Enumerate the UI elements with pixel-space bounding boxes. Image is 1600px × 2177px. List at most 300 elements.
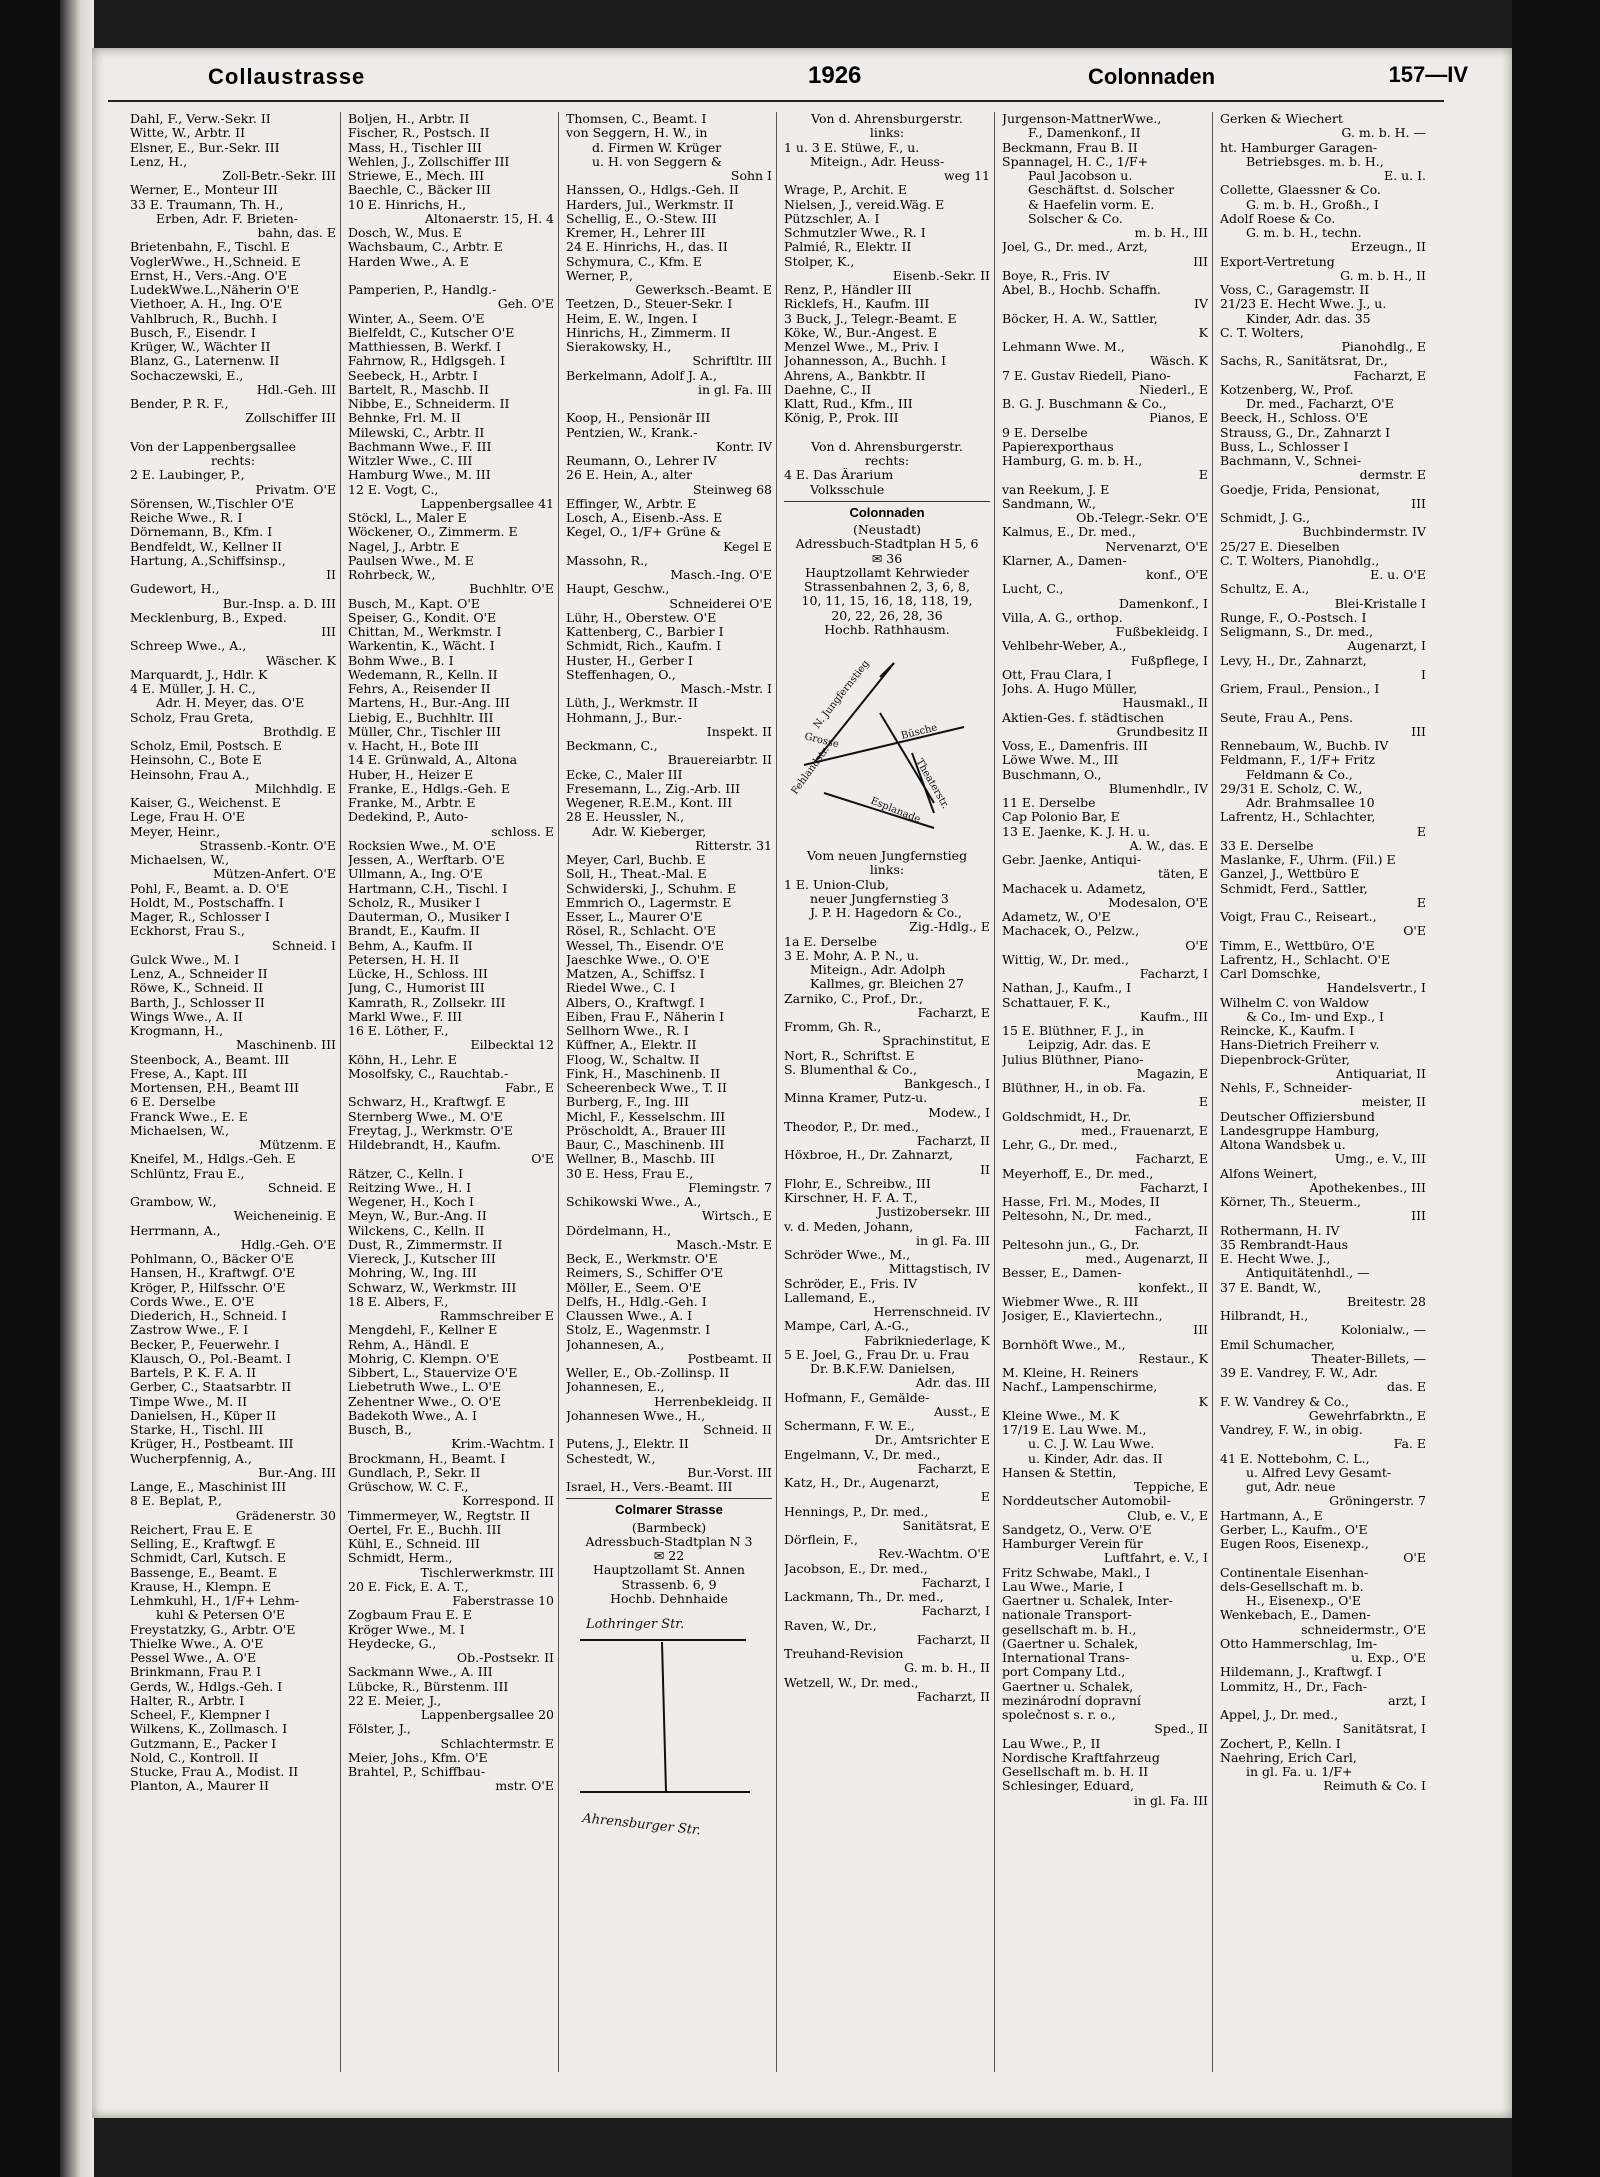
directory-entry: Kleine Wwe., M. K (1002, 1408, 1120, 1423)
directory-entry: u. Exp., O'E (1351, 1651, 1426, 1665)
directory-entry: Stolper, K., (784, 254, 855, 269)
directory-entry: Carl Domschke, (1220, 967, 1321, 981)
directory-entry: Lappenbergsallee 20 (420, 1708, 554, 1722)
directory-entry: konf., O'E (1145, 568, 1208, 582)
directory-entry: Vandrey, F. W., in obig. (1220, 1423, 1363, 1437)
directory-entry: Gundlach, P., Sekr. II (348, 1465, 481, 1480)
directory-entry: Rehm, A., Händl. E (348, 1337, 470, 1352)
directory-entry: Jacobson, E., Dr. med., (784, 1561, 928, 1576)
directory-entry: Kotzenberg, W., Prof. (1220, 382, 1354, 397)
directory-entry: ✉ 22 (653, 1549, 685, 1563)
directory-entry: Griem, Fraul., Pension., I (1220, 682, 1380, 696)
directory-entry: Wucherpfennig, A., (130, 1451, 252, 1466)
directory-entry: Zehentner Wwe., O. O'E (348, 1394, 502, 1409)
directory-entry: (Barmbeck) (631, 1520, 707, 1535)
directory-entry: dermstr. E (1359, 468, 1426, 483)
directory-entry: E. Hecht Wwe. J., (1220, 1252, 1331, 1266)
directory-entry: Privatm. O'E (255, 482, 336, 497)
directory-entry: in gl. Fa. III (697, 382, 772, 397)
directory-entry: Schwiderski, J., Schuhm. E (566, 881, 737, 896)
header-rule (108, 100, 1444, 102)
directory-entry: Hofmann, F., Gemälde- (784, 1390, 930, 1405)
directory-entry: Tischlerwerkmstr. III (420, 1565, 554, 1580)
directory-entry: Schlachtermstr. E (440, 1736, 554, 1751)
directory-entry: Wings Wwe., A. II (130, 1009, 243, 1024)
directory-entry: m. b. H., III (1134, 226, 1208, 240)
directory-entry: 33 E. Traumann, Th. H., (130, 197, 284, 212)
directory-entry: Pohlmann, O., Bäcker O'E (130, 1252, 294, 1266)
directory-entry: Dosch, W., Mus. E (348, 226, 462, 240)
map-label-ahrensburger: Ahrensburger Str. (581, 1811, 702, 1839)
directory-entry: Witte, W., Arbtr. II (130, 126, 246, 141)
directory-entry: Nold, C., Kontroll. II (130, 1750, 259, 1765)
directory-entry: 1a E. Derselbe (784, 934, 878, 949)
directory-entry: Reiche Wwe., R. I (130, 511, 243, 525)
column-divider (994, 112, 995, 2072)
directory-entry: Halter, R., Arbtr. I (130, 1693, 245, 1708)
directory-entry: von Seggern, H. W., in (566, 126, 708, 141)
directory-entry: E (980, 1490, 990, 1505)
directory-entry: Starke, H., Tischl. III (130, 1423, 264, 1437)
directory-entry: Brinkmann, Frau P. I (130, 1665, 262, 1680)
directory-entry (130, 426, 336, 440)
directory-entry: Lenz, H., (130, 154, 188, 169)
directory-entry: Strauss, G., Dr., Zahnarzt I (1220, 425, 1391, 440)
directory-entry: Nachf., Lampenschirme, (1002, 1380, 1158, 1395)
directory-entry (784, 426, 990, 440)
directory-entry: in gl. Fa. u. 1/F+ (1246, 1765, 1353, 1779)
directory-entry: Altonaerstr. 15, H. 4 (424, 211, 554, 226)
directory-entry: Cap Polonio Bar, E (1002, 810, 1120, 825)
directory-entry: Albers, O., Kraftwgf. I (566, 995, 705, 1010)
directory-entry: Heydecke, G., (348, 1636, 437, 1651)
directory-column-2 (348, 112, 554, 1794)
directory-entry: Wessel, Th., Eisendr. O'E (566, 938, 725, 953)
directory-entry: Buss, L., Schlosser I (1220, 439, 1349, 454)
directory-entry: M. Kleine, H. Reiners (1002, 1366, 1139, 1380)
directory-entry: Schröder Wwe., M., (784, 1248, 911, 1262)
directory-entry: Volksschule (810, 482, 885, 497)
directory-entry: Hauptzollamt Kehrwieder (805, 565, 969, 580)
directory-entry: Hochb. Dehnhaide (610, 1591, 728, 1606)
directory-entry: 20 E. Fick, E. A. T., (348, 1579, 469, 1594)
directory-entry: Warkentin, K., Wächt. I (348, 639, 495, 654)
directory-entry: Dr. B.K.F.W. Danielsen, (810, 1362, 956, 1376)
directory-entry: Engelmann, V., Dr. med., (784, 1447, 941, 1462)
directory-entry: Kaufm., III (1139, 1009, 1208, 1024)
directory-entry: Nervenarzt, O'E (1105, 539, 1208, 554)
directory-entry: Burberg, F., Ing. III (566, 1095, 689, 1110)
directory-entry: Blei-Kristalle I (1334, 596, 1426, 611)
directory-entry: Kontr. IV (715, 439, 772, 454)
directory-entry: Harden Wwe., A. E (348, 254, 469, 269)
directory-entry: O'E (1403, 924, 1426, 939)
directory-entry: Chittan, M., Werkmstr. I (348, 625, 502, 639)
directory-entry: Adametz, W., O'E (1002, 910, 1111, 924)
directory-entry: Goedje, Frida, Pensionat, (1220, 482, 1380, 497)
directory-entry: Fußpflege, I (1130, 653, 1208, 668)
directory-entry: Geschäftst. d. Solscher (1028, 183, 1175, 198)
directory-entry: Goldschmidt, H., Dr. (1002, 1109, 1132, 1124)
directory-entry: Gerber, C., Staatsarbtr. II (130, 1380, 292, 1395)
directory-entry: Ecke, C., Maler III (566, 767, 683, 782)
directory-entry: Meyer, Heinr., (130, 824, 221, 839)
directory-entry: Gerds, W., Hdlgs.-Geh. I (130, 1679, 283, 1694)
directory-entry: Dördelmann, H., (566, 1223, 672, 1238)
directory-entry: 9 E. Derselbe (1002, 425, 1088, 440)
directory-entry: Flemingstr. 7 (688, 1180, 772, 1195)
directory-entry: Böcker, H. A. W., Sattler, (1002, 311, 1158, 326)
directory-entry: Möller, E., Seem. O'E (566, 1280, 702, 1295)
directory-entry: G. m. b. H. — (1341, 126, 1426, 141)
directory-entry: Behnke, Frl. M. II (348, 411, 461, 426)
directory-entry: konfekt., II (1138, 1280, 1208, 1295)
directory-entry: 8 E. Beplat, P., (130, 1494, 222, 1509)
directory-entry: Liebig, E., Buchhltr. III (348, 710, 494, 725)
directory-entry: Kallmes, gr. Bleichen 27 (810, 977, 964, 992)
directory-entry: Landesgruppe Hamburg, (1220, 1123, 1380, 1138)
directory-entry: Selling, E., Kraftwgf. E (130, 1537, 276, 1551)
directory-entry: ✉ 36 (871, 551, 903, 566)
directory-entry: Steffenhagen, O., (566, 667, 676, 682)
directory-entry: König, P., Prok. III (784, 411, 899, 426)
directory-entry: II (326, 568, 336, 582)
directory-entry: Teppiche, E (1133, 1480, 1208, 1494)
directory-entry: Menzel Wwe., M., Priv. I (784, 340, 939, 354)
page-fold (60, 0, 94, 2177)
directory-entry: Wäscher. K (266, 653, 336, 668)
directory-entry: Kegel, O., 1/F+ Grüne & (566, 525, 722, 540)
directory-entry: schloss. E (491, 824, 554, 839)
directory-entry: Weicheneinig. E (233, 1209, 336, 1224)
directory-entry: Boye, R., Fris. IV (1002, 268, 1110, 283)
directory-entry: Schwarz, H., Kraftwgf. E (348, 1095, 506, 1110)
directory-entry: Lege, Frau H. O'E (130, 810, 245, 825)
directory-entry: Wirtsch., E (701, 1209, 772, 1224)
directory-entry: Timpe Wwe., M. II (130, 1394, 248, 1409)
directory-entry: G. m. b. H., Großh., I (1246, 197, 1379, 212)
directory-entry: Schymura, C., Kfm. E (566, 254, 702, 269)
directory-entry: Markl Wwe., F. III (348, 1009, 463, 1024)
directory-entry: 29/31 E. Scholz, C. W., (1220, 781, 1363, 796)
directory-entry: Winter, A., Seem. O'E (348, 311, 485, 326)
directory-entry: Diepenbrock-Grüter, (1220, 1052, 1350, 1067)
directory-entry: E. u. O'E (1370, 568, 1426, 582)
directory-entry: Kaiser, G., Weichenst. E (130, 796, 281, 810)
directory-entry: Israel, H., Vers.-Beamt. III (566, 1480, 733, 1494)
directory-entry: Meyer, Carl, Buchb. E (566, 853, 706, 867)
directory-entry: Beck, E., Werkmstr. O'E (566, 1252, 718, 1266)
directory-entry: meister, II (1361, 1095, 1426, 1110)
directory-entry: Wrage, P., Archit. E (784, 183, 908, 198)
directory-entry: in gl. Fa. III (1133, 1793, 1208, 1808)
directory-entry: Esser, L., Maurer O'E (566, 910, 703, 924)
directory-entry: Sohn I (730, 169, 772, 183)
directory-entry: Cords Wwe., E. O'E (130, 1294, 255, 1309)
directory-entry: Hohmann, J., Bur.- (566, 710, 682, 725)
directory-entry: Geh. O'E (497, 297, 554, 312)
directory-entry: Solscher & Co. (1028, 211, 1123, 226)
directory-entry: Continentale Eisenhan- (1220, 1565, 1369, 1580)
directory-entry: rechts: (210, 454, 256, 468)
directory-entry: links: (869, 126, 905, 141)
directory-entry: Bender, P. R. F., (130, 397, 229, 411)
directory-entry: Lübcke, R., Bürstenm. III (348, 1679, 509, 1694)
directory-entry: Schmidt, Herm., (348, 1551, 453, 1566)
directory-entry: Pianohdlg., E (1341, 340, 1426, 354)
directory-entry: Papierexporthaus (1002, 439, 1114, 454)
directory-entry: Schreep Wwe., A., (130, 639, 247, 654)
directory-entry: Wilkens, K., Zollmasch. I (130, 1722, 288, 1737)
directory-entry: Hanssen, O., Hdlgs.-Geh. II (566, 183, 739, 198)
directory-entry: Lackmann, Th., Dr. med., (784, 1590, 944, 1604)
directory-entry: Köke, W., Bur.-Angest. E (784, 325, 938, 340)
directory-entry: LudekWwe.L.,Näherin O'E (130, 283, 300, 297)
directory-entry: Runge, F., O.-Postsch. I (1220, 610, 1367, 625)
directory-entry: C. T. Wolters, Pianohdlg., (1220, 553, 1380, 568)
directory-entry: gesellschaft m. b. H., (1002, 1622, 1137, 1637)
directory-entry: Hasse, Frl. M., Modes, II (1002, 1195, 1160, 1209)
directory-entry: Dahl, F., Verw.-Sekr. II (130, 112, 271, 126)
directory-entry: Strassenb.-Kontr. O'E (199, 838, 336, 853)
directory-entry: O'E (1185, 938, 1208, 953)
directory-entry: Wachsbaum, C., Arbtr. E (348, 240, 503, 255)
directory-entry: Seligmann, S., Dr. med., (1220, 625, 1374, 639)
directory-entry: Sellhorn Wwe., R. I (566, 1024, 689, 1038)
directory-entry: Sanitätsrat, E (902, 1518, 990, 1533)
directory-entry: S. Blumenthal & Co., (784, 1062, 918, 1077)
directory-entry: Ott, Frau Clara, I (1002, 667, 1112, 682)
directory-entry: Buchbindermstr. IV (1302, 525, 1426, 540)
directory-entry: Theodor, P., Dr. med., (784, 1119, 919, 1134)
directory-entry: Wellner, B., Maschb. III (566, 1152, 715, 1167)
directory-entry: O'E (531, 1152, 554, 1167)
directory-entry: IV (1194, 297, 1208, 312)
directory-entry: Schriftltr. III (692, 354, 772, 369)
directory-entry: u. C. J. W. Lau Wwe. (1028, 1437, 1155, 1452)
directory-entry: Voss, E., Damenfris. III (1002, 739, 1148, 753)
directory-entry: Krüger, H., Postbeamt. III (130, 1437, 294, 1452)
directory-entry: 17/19 E. Lau Wwe. M., (1002, 1423, 1147, 1437)
directory-entry: Johs. A. Hugo Müller, (1002, 682, 1138, 696)
directory-entry: Erben, Adr. F. Brieten- (156, 211, 298, 226)
directory-entry: Gerken & Wiechert (1220, 112, 1343, 126)
page-header (108, 58, 1468, 102)
directory-entry: Stucke, Frau A., Modist. II (130, 1765, 299, 1779)
directory-entry: Gulck Wwe., M. I (130, 952, 240, 967)
directory-entry: Villa, A. G., orthop. (1002, 610, 1123, 625)
directory-entry: Gebr. Jaenke, Antiqui- (1002, 853, 1142, 867)
directory-entry: Collette, Glaessner & Co. (1220, 183, 1381, 198)
directory-entry: Lehmkuhl, H., 1/F+ Lehm- (130, 1594, 300, 1608)
directory-entry: Kegel E (723, 539, 772, 554)
directory-entry: Schmutzler Wwe., R. I (784, 226, 926, 240)
directory-entry: Dust, R., Zimmermstr. II (348, 1237, 503, 1252)
directory-entry: Johannesen, A., (566, 1337, 665, 1352)
directory-entry: Putens, J., Elektr. II (566, 1437, 689, 1452)
directory-entry: Meyerhoff, E., Dr. med., (1002, 1166, 1154, 1181)
directory-entry: rechts: (864, 454, 910, 468)
map-label-buesche: Büsche (900, 722, 939, 742)
directory-entry: Niederl., E (1139, 382, 1208, 397)
directory-entry: Machacek u. Adametz, (1002, 881, 1147, 896)
directory-entry: Flohr, E., Schreibw., III (784, 1176, 931, 1191)
directory-entry: Bachmann, V., Schnei- (1220, 454, 1362, 468)
directory-entry: III (1411, 1209, 1426, 1224)
directory-entry: Ganzel, J., Wettbüro E (1220, 867, 1360, 882)
directory-entry: & Haefelin vorm. E. (1028, 197, 1155, 212)
directory-entry: Lange, E., Maschinist III (130, 1480, 287, 1494)
directory-entry: Mampe, Carl, A.-G., (784, 1319, 910, 1334)
directory-entry: Koop, H., Pensionär III (566, 411, 711, 426)
directory-entry: Schneid. II (703, 1423, 772, 1437)
directory-entry: Sörensen, W.,Tischler O'E (130, 496, 294, 511)
directory-entry: 18 E. Albers, F., (348, 1294, 449, 1309)
directory-entry: Beckmann, Frau B. II (1002, 140, 1138, 155)
directory-entry: Sachs, R., Sanitätsrat, Dr., (1220, 354, 1388, 369)
directory-entry: Eiben, Frau F., Näherin I (566, 1009, 725, 1024)
directory-entry: Sibbert, L., Stauervize O'E (348, 1366, 518, 1380)
directory-entry: Kröger, P., Hilfsschr. O'E (130, 1280, 286, 1295)
directory-entry: 3 Buck, J., Telegr.-Beamt. E (784, 311, 957, 326)
directory-entry: Fromm, Gh. R., (784, 1020, 882, 1034)
directory-entry: mezinárodní dopravní (1002, 1693, 1141, 1708)
directory-entry: Von d. Ahrensburgerstr. (811, 112, 963, 126)
directory-entry: Leipzig, Adr. das. E (1028, 1038, 1151, 1053)
directory-entry: Hansen, H., Kraftwgf. O'E (130, 1266, 296, 1281)
directory-entry: Kühl, E., Schneid. III (348, 1537, 480, 1551)
directory-entry: Zoll-Betr.-Sekr. III (222, 169, 336, 183)
directory-entry: Schröder, E., Fris. IV (784, 1276, 918, 1291)
directory-entry: Jung, C., Humorist III (348, 981, 485, 996)
directory-entry: 35 Rembrandt-Haus (1220, 1237, 1349, 1252)
directory-entry: Lappenbergsallee 41 (420, 496, 554, 511)
directory-entry: 13 E. Jaenke, K. J. H. u. (1002, 824, 1150, 839)
directory-entry: Herrenbekleidg. II (654, 1394, 772, 1409)
directory-entry: Ricklefs, H., Kaufm. III (784, 297, 930, 312)
directory-entry: Dörnemann, B., Kfm. I (130, 525, 273, 540)
directory-entry: Baechle, C., Bäcker III (348, 183, 491, 198)
directory-entry: 30 E. Hess, Frau E., (566, 1166, 694, 1181)
directory-entry: Nort, R., Schriftst. E (784, 1048, 915, 1063)
directory-entry: Lafrentz, H., Schlacht. O'E (1220, 952, 1391, 967)
directory-entry: Barth, J., Schlosser II (130, 995, 265, 1010)
directory-entry: gut, Adr. neue (1246, 1480, 1336, 1494)
directory-entry: Matthiessen, B. Werkf. I (348, 340, 501, 354)
directory-entry: 33 E. Derselbe (1220, 838, 1314, 853)
directory-entry: Werner, E., Monteur III (130, 183, 278, 198)
directory-entry: Gewehrfabrktn., E (1308, 1408, 1426, 1423)
directory-entry: Grüschow, W. C. F., (348, 1480, 469, 1494)
directory-entry: Adressbuch-Stadtplan H 5, 6 (795, 537, 979, 552)
directory-entry: K (1198, 325, 1208, 340)
directory-entry: nationale Transport- (1002, 1608, 1132, 1623)
directory-entry: Bohm Wwe., B. I (348, 653, 454, 668)
directory-entry: Grundbesitz II (1116, 724, 1208, 739)
directory-entry: Kolonialw., — (1340, 1323, 1426, 1338)
directory-entry: Aktien-Ges. f. städtischen (1002, 710, 1164, 725)
directory-entry: Bur.-Insp. a. D. III (222, 596, 336, 611)
directory-entry: dels-Gesellschaft m. b. (1220, 1579, 1364, 1594)
directory-entry: Ausst., E (934, 1404, 990, 1419)
directory-entry: Frese, A., Kapt. III (130, 1066, 248, 1081)
directory-entry: Restaur., K (1138, 1351, 1208, 1366)
directory-entry: Teetzen, D., Steuer-Sekr. I (566, 297, 733, 312)
directory-entry: Meyn, W., Bur.-Ang. II (348, 1209, 487, 1224)
directory-entry: 25/27 E. Dieselben (1220, 539, 1340, 554)
street-heading: Colonnaden (849, 505, 925, 520)
directory-entry: Mützenm. E (259, 1138, 336, 1152)
directory-entry: Marquardt, J., Hdlr. K (130, 667, 268, 682)
street-map-colonnaden (784, 643, 990, 843)
directory-entry: Effinger, W., Arbtr. E (566, 496, 697, 511)
directory-entry: Huster, H., Gerber I (566, 653, 693, 668)
directory-entry: Strassenbahnen 2, 3, 6, 8, (804, 580, 970, 594)
directory-entry: Bornhöft Wwe., M., (1002, 1337, 1126, 1352)
directory-entry: Reumann, O., Lehrer IV (566, 454, 717, 468)
directory-entry: port Company Ltd., (1002, 1665, 1126, 1680)
directory-entry: Buchhltr. O'E (469, 582, 554, 597)
directory-entry: Scheerenbeck Wwe., T. II (566, 1081, 727, 1095)
directory-entry: Katz, H., Dr., Augenarzt, (784, 1476, 940, 1490)
directory-entry: Behm, A., Kaufm. II (348, 938, 473, 953)
directory-entry: Schwarz, W., Werkmstr. III (348, 1280, 517, 1295)
directory-entry: Hennings, P., Dr. med., (784, 1504, 929, 1519)
directory-entry: Kremer, H., Lehrer III (566, 226, 706, 240)
directory-entry: Vom neuen Jungfernstieg (806, 849, 968, 863)
directory-entry: F. W. Vandrey & Co., (1220, 1394, 1349, 1409)
directory-entry: Schattauer, F. K., (1002, 995, 1111, 1010)
directory-entry: Scholz, Frau Greta, (130, 710, 254, 725)
directory-entry: Werner, P., (566, 268, 634, 283)
directory-entry: Ob.-Telegr.-Sekr. O'E (1076, 511, 1208, 525)
directory-entry: Facharzt, I (921, 1575, 990, 1590)
directory-entry: Renz, P., Händler III (784, 283, 912, 297)
directory-entry: Kneifel, M., Hdlgs.-Geh. E (130, 1152, 296, 1167)
directory-entry: Sprachinstitut, E (882, 1034, 990, 1049)
directory-entry: Baur, C., Maschinenb. III (566, 1138, 725, 1152)
directory-entry: Mohrig, C. Klempn. O'E (348, 1351, 499, 1366)
directory-entry: Witzler Wwe., C. III (348, 454, 473, 468)
directory-entry: Seebeck, H., Arbtr. I (348, 368, 478, 383)
directory-entry: Von der Lappenbergsallee (130, 439, 297, 454)
directory-entry: Timmermeyer, W., Regtstr. II (348, 1508, 530, 1523)
directory-column-3 (566, 112, 772, 1848)
directory-entry: Holdt, M., Postschaffn. I (130, 895, 284, 910)
directory-entry: Thomsen, C., Beamt. I (566, 112, 707, 126)
directory-entry: Miteign., Adr. Adolph (810, 963, 946, 977)
directory-entry: Riedel Wwe., C. I (566, 981, 676, 996)
section-rule (784, 501, 990, 502)
directory-entry: Mager, R., Schlosser I (130, 910, 270, 924)
directory-entry: Peltesohn jun., G., Dr. (1002, 1237, 1140, 1252)
directory-entry: Fölster, J., (348, 1722, 411, 1737)
directory-entry: Fa. E (1393, 1437, 1426, 1452)
directory-entry: Schlüntz, Frau E., (130, 1166, 245, 1181)
directory-entry: Scheel, F., Klempner I (130, 1708, 270, 1722)
directory-entry: Zig.-Hdlg., E (909, 920, 990, 935)
directory-entry: Röwe, K., Schneid. II (130, 981, 264, 996)
directory-entry: Emmrich O., Lagermstr. E (566, 895, 732, 910)
directory-entry: Lau Wwe., P., II (1002, 1736, 1101, 1751)
directory-entry: Soll, H., Theat.-Mal. E (566, 867, 707, 882)
directory-entry: Kirschner, H. F. A. T., (784, 1191, 918, 1205)
directory-entry: Heim, E. W., Ingen. I (566, 311, 698, 326)
directory-entry: G. m. b. H., II (1340, 268, 1426, 283)
header-left-street: Collaustrasse (208, 64, 366, 89)
directory-entry: K (1198, 1394, 1208, 1409)
directory-entry: Lenz, A., Schneider II (130, 967, 268, 981)
